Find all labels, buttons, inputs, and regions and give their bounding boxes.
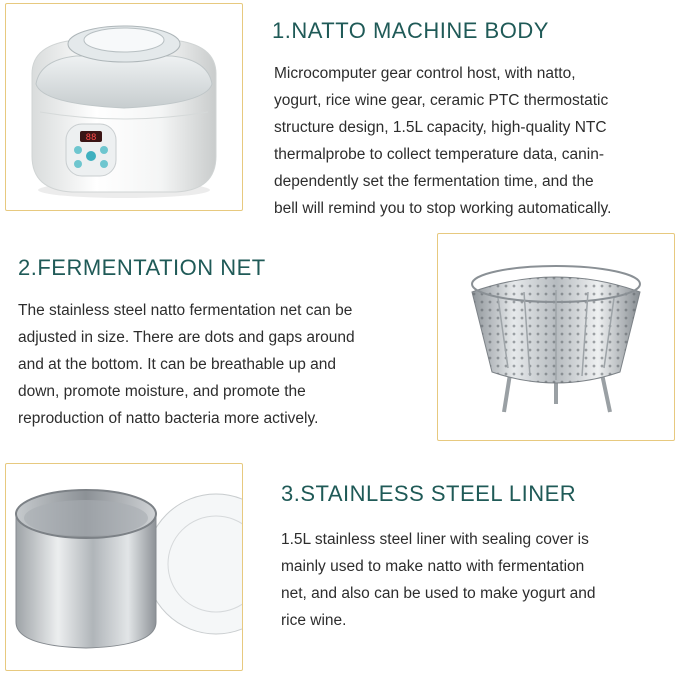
- desc-line: Microcomputer gear control host, with natto,: [274, 65, 576, 82]
- desc-line: net, and also can be used to make yogurt and: [281, 585, 596, 602]
- steel-liner-icon: [6, 464, 242, 670]
- desc-line: reproduction of natto bacteria more actively.: [18, 410, 319, 427]
- natto-machine-icon: [6, 4, 242, 210]
- liner-image-frame: [5, 463, 243, 671]
- section-desc-stainless-liner: [281, 526, 596, 634]
- desc-line: yogurt, rice wine gear, ceramic PTC thermostatic: [274, 92, 609, 109]
- section-title-fermentation-net: 2.FERMENTATION NET: [18, 255, 266, 280]
- desc-line: The stainless steel natto fermentation net can be: [18, 302, 353, 319]
- section-title-stainless-liner: 3.STAINLESS STEEL LINER: [281, 481, 577, 506]
- net-image-frame: [437, 233, 675, 441]
- fermentation-net-icon: [438, 234, 674, 440]
- section-desc-fermentation-net: [18, 297, 355, 432]
- desc-line: and at the bottom. It can be breathable up and: [18, 356, 336, 373]
- machine-display-digits: 88: [85, 133, 97, 143]
- desc-line: bell will remind you to stop working automatically.: [274, 200, 612, 217]
- desc-line: rice wine.: [281, 612, 347, 629]
- section-desc-machine-body: [274, 60, 611, 222]
- desc-line: mainly used to make natto with fermentation: [281, 558, 585, 575]
- desc-line: thermalprobe to collect temperature data, canin-: [274, 146, 604, 163]
- machine-image-frame: [5, 3, 243, 211]
- desc-line: down, promote moisture, and promote the: [18, 383, 306, 400]
- section-title-machine-body: 1.NATTO MACHINE BODY: [272, 18, 549, 43]
- desc-line: adjusted in size. There are dots and gaps around: [18, 329, 355, 346]
- desc-line: structure design, 1.5L capacity, high-quality NTC: [274, 119, 607, 136]
- desc-line: 1.5L stainless steel liner with sealing cover is: [281, 531, 589, 548]
- desc-line: dependently set the fermentation time, and the: [274, 173, 594, 190]
